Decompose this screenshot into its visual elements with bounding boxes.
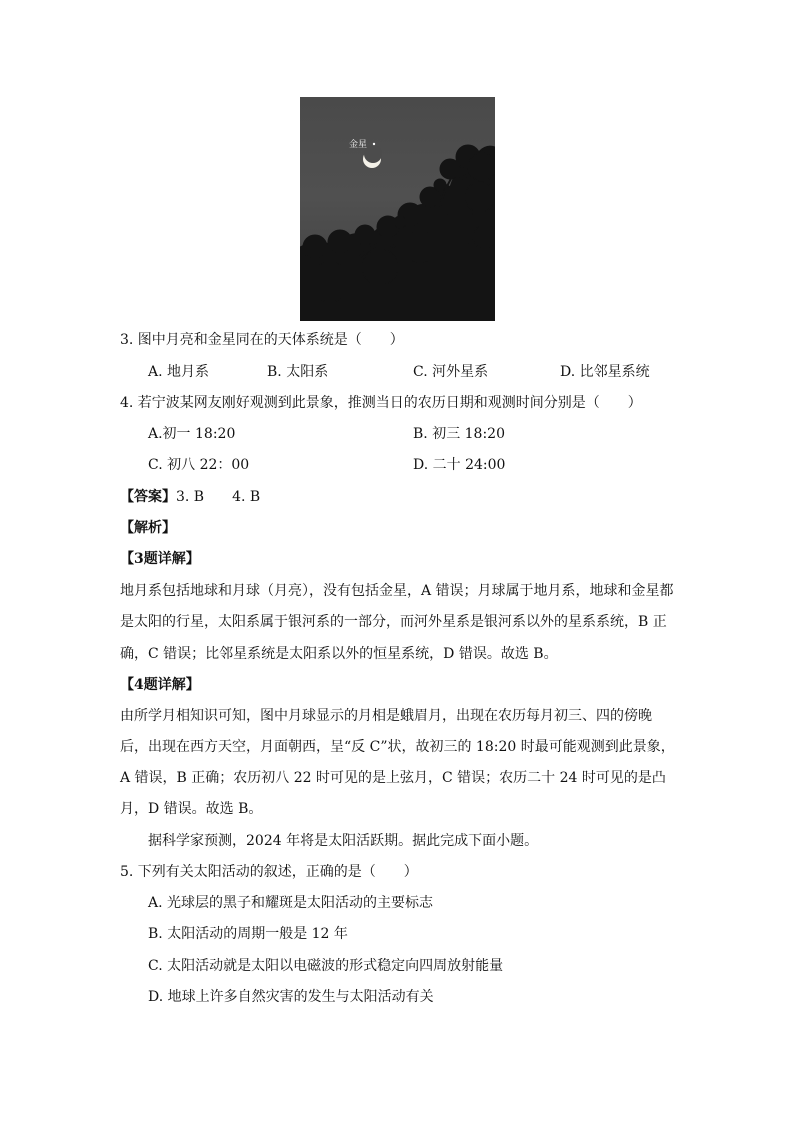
question-4-option-b: B. 初三 18:20 (413, 426, 505, 442)
detail-3-label: 【3题详解】 (120, 551, 200, 567)
question-3-option-c: C. 河外星系 (413, 364, 489, 380)
detail-4-line-3: A 错误，B 正确；农历初八 22 时可见的是上弦月，C 错误；农历二十 24 时可见的是凸 (120, 770, 666, 786)
question-5-option-a: A. 光球层的黑子和耀斑是太阳活动的主要标志 (148, 895, 434, 911)
question-4-option-d: D. 二十 24:00 (413, 457, 506, 473)
analysis-label: 【解析】 (120, 520, 176, 536)
moon-venus-photo (300, 97, 495, 321)
venus-dot (373, 143, 375, 145)
question-5-option-d: D. 地球上许多自然灾害的发生与太阳活动有关 (148, 989, 434, 1005)
answer-line (120, 488, 260, 506)
intro-text: 据科学家预测，2024 年将是太阳活跃期。据此完成下面小题。 (148, 833, 539, 849)
detail-3-line-1: 地月系包括地球和月球（月亮），没有包括金星，A 错误；月球属于地月系，地球和金星都 (120, 583, 674, 599)
question-3-option-a: A. 地月系 (148, 364, 210, 380)
answer-text: 3. B 4. B (176, 489, 261, 505)
detail-3-line-3: 确，C 错误；比邻星系统是太阳系以外的恒星系统，D 错误。故选 B。 (120, 646, 558, 662)
detail-4-label: 【4题详解】 (120, 677, 200, 693)
question-4-option-a: A.初一 18:20 (148, 426, 236, 442)
question-3-option-b: B. 太阳系 (267, 364, 329, 380)
detail-4-line-4: 月，D 错误。故选 B。 (120, 801, 263, 817)
detail-4-line-2: 后，出现在西方天空，月面朝西，呈“反 C”状，故初三的 18:20 时最可能观测到此景象， (120, 739, 675, 755)
question-5-option-b: B. 太阳活动的周期一般是 12 年 (148, 926, 348, 942)
question-5-stem: 5. 下列有关太阳活动的叙述，正确的是（ ） (120, 864, 418, 880)
tree-silhouette (300, 145, 495, 321)
venus-label: 金星 (349, 140, 368, 150)
night-sky-trees-illustration (300, 97, 495, 321)
question-3-stem: 3. 图中月亮和金星同在的天体系统是（ ） (120, 332, 404, 348)
question-3-option-d: D. 比邻星系统 (560, 364, 650, 380)
detail-4-line-1: 由所学月相知识可知，图中月球显示的月相是蛾眉月，出现在农历每月初三、四的傍晚 (120, 708, 652, 724)
question-5-option-c: C. 太阳活动就是太阳以电磁波的形式稳定向四周放射能量 (148, 958, 504, 974)
answer-label: 【答案】 (120, 489, 176, 505)
question-4-stem: 4. 若宁波某网友刚好观测到此景象，推测当日的农历日期和观测时间分别是（ ） (120, 395, 642, 411)
question-4-option-c: C. 初八 22：00 (148, 457, 250, 473)
detail-3-line-2: 是太阳的行星，太阳系属于银河系的一部分，而河外星系是银河系以外的星系系统，B 正 (120, 614, 667, 630)
